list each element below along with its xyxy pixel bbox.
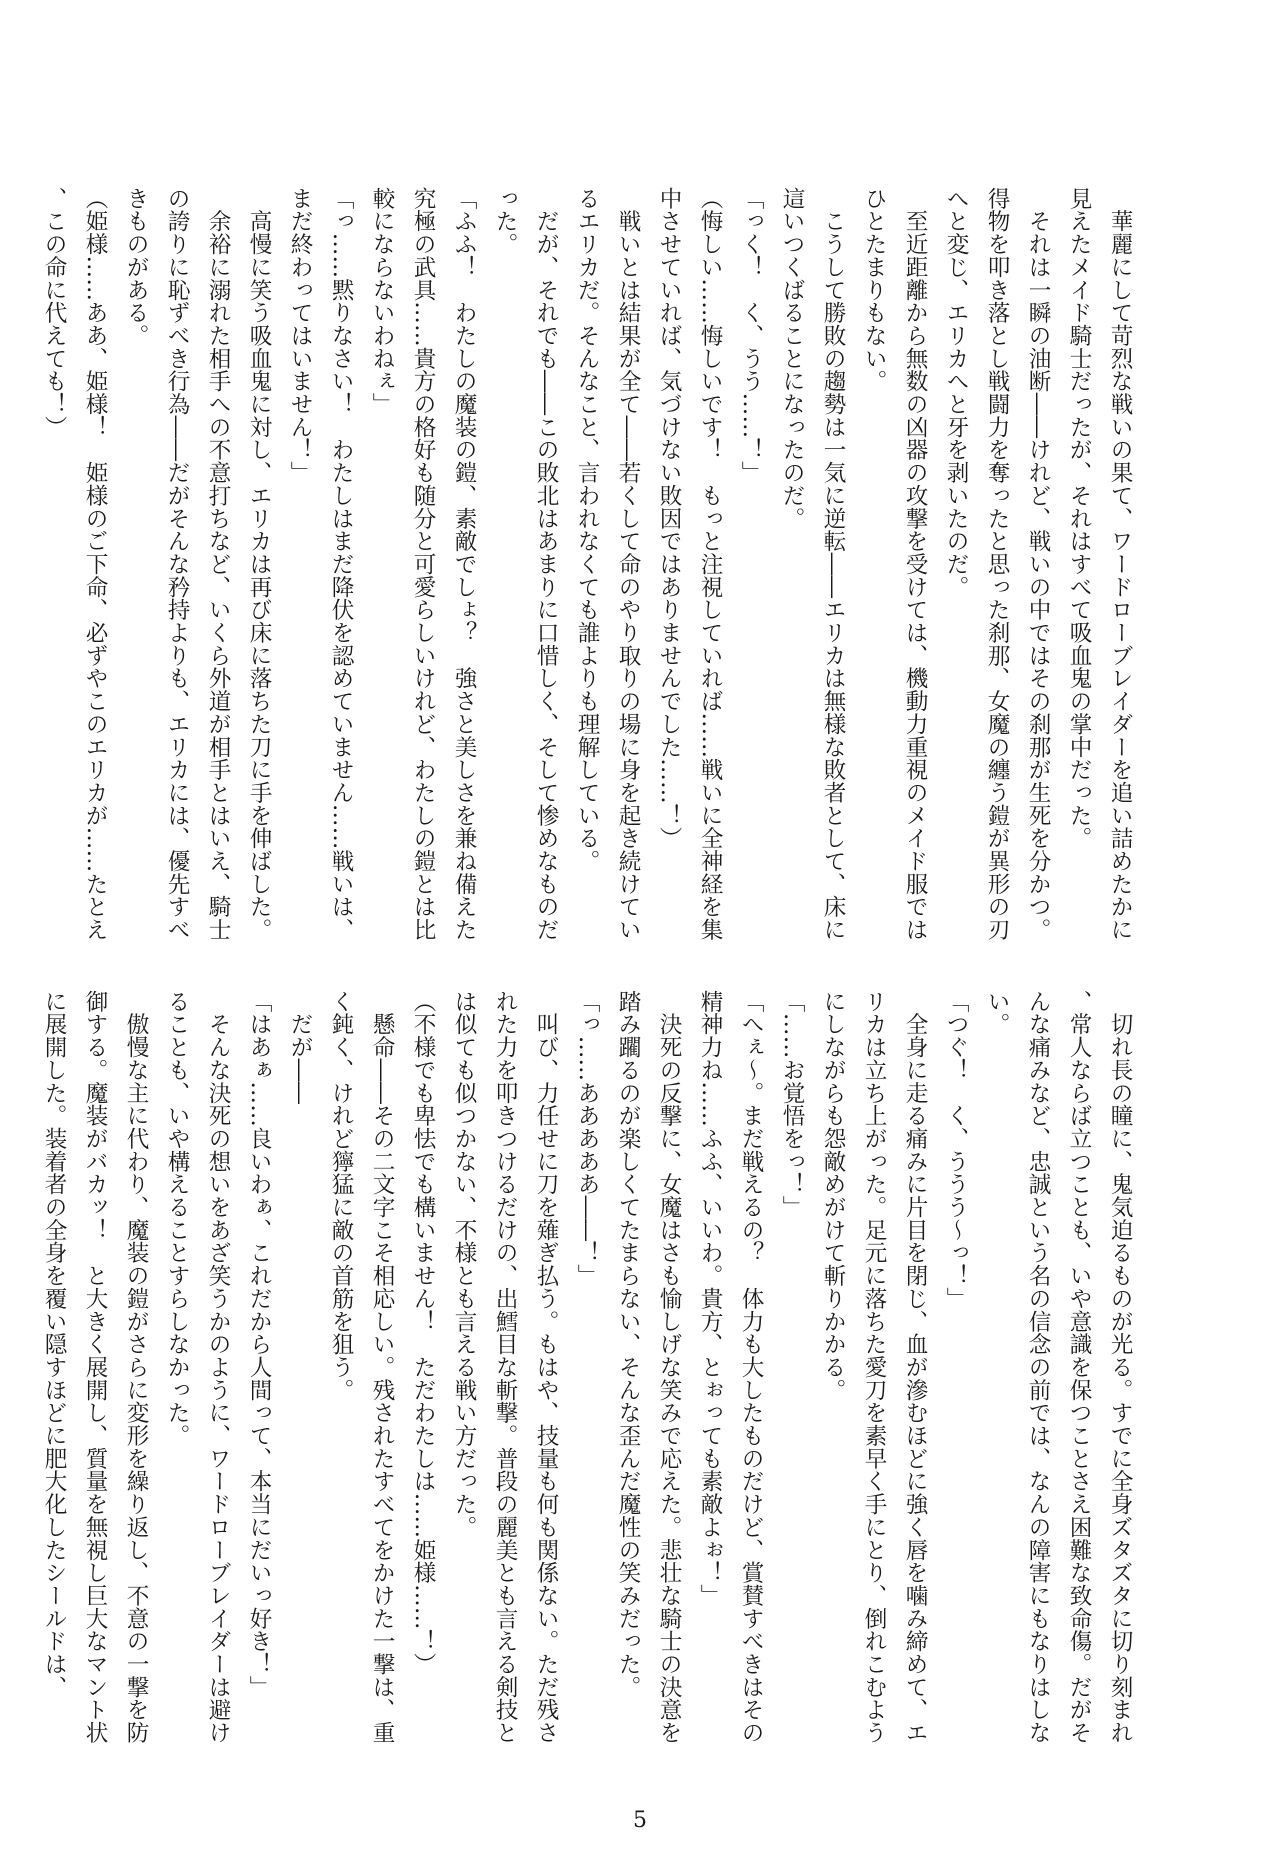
paragraph: 華麗にして苛烈な戦いの果て、ワードローブレイダーを追い詰めたかに見えたメイド騎士だったが、それはすべて吸血鬼の掌中だった。 — [1066, 187, 1133, 942]
paragraph: 戦いとは結果が全て――若くして命のやり取りの場に身を起き続けているエリカだ。そんなこと、言われなくても誰よりも理解している。 — [574, 187, 641, 942]
paragraph: だが、それでも――この敗北はあまりに口惜しく、そして惨めなものだった。 — [492, 187, 559, 942]
lower-text-block — [41, 990, 1140, 1750]
inner-monologue: （不様でも卑怯でも構いません！ ただわたしは……姫様……！） — [410, 990, 436, 1676]
paragraph: それは一瞬の油断――けれど、戦いの中ではその刹那が生死を分かつ。得物を叩き落とし戦闘力を奪ったと思った刹那、女魔の纏う鎧が異形の刃へと変じ、エリカへと牙を剥いたのだ。 — [943, 187, 1051, 942]
dialogue-line: 「へぇ～。まだ戦えるの？ 体力も大したものだけど、賞賛すべきはその精神力ね……ふふ、いいわ。貴方、とぉっても素敵よぉ！」 — [697, 990, 764, 1745]
dialogue-line: 「……お覚悟をっ！」 — [779, 990, 805, 1219]
dialogue-line: 「はあぁ……良いわぁ、これだから人間って、本当にだいっ好き！」 — [246, 990, 272, 1699]
dialogue-line: 「っ……黙りなさい！ わたしはまだ降伏を認めていません……戦いは、まだ終わってはいません！」 — [287, 187, 354, 942]
paragraph: 懸命――その二文字こそ相応しい。残されたすべてをかけた一撃は、重く鈍く、けれど獰猛に敵の首筋を狙う。 — [328, 990, 395, 1745]
paragraph: 全身に走る痛みに片目を閉じ、血が滲むほどに強く唇を噛み締めて、エリカは立ち上がった。足元に落ちた愛刀を素早く手にとり、倒れこむようにしながらも怨敵めがけて斬りかかる。 — [820, 990, 928, 1745]
page-number: 5 — [633, 1808, 647, 1833]
inner-monologue: （姫様……ああ、姫様！ 姫様のご下命、必ずやこのエリカが……たとえ、この命に代えても！） — [41, 187, 108, 942]
paragraph: 切れ長の瞳に、鬼気迫るものが光る。すでに全身ズタズタに切り刻まれ、常人ならば立つことも、いや意識を保つことさえ困難な致命傷。だがそんな痛みなど、忠誠という名の信念の前では、なんの障害にもなりはしない。 — [984, 990, 1133, 1745]
paragraph: こうして勝敗の趨勢は一気に逆転――エリカは無様な敗者として、床に這いつくばることになったのだ。 — [779, 187, 846, 942]
upper-text-block — [41, 187, 1140, 949]
dialogue-line: 「ふふ！ わたしの魔装の鎧、素敵でしょ？ 強さと美しさを兼ね備えた究極の武具……貴方の格好も随分と可愛らしいけれど、わたしの鎧とは比較にならないわねぇ」 — [369, 187, 477, 942]
dialogue-line: 「っ……あああああ――！」 — [574, 990, 600, 1288]
paragraph: 至近距離から無数の凶器の攻撃を受けては、機動力重視のメイド服ではひとたまりもない。 — [861, 187, 928, 942]
inner-monologue: （悔しい……悔しいです！ もっと注視していれば……戦いに全神経を集中させていれば、気づけない敗因ではありませんでした……！） — [656, 187, 723, 942]
paragraph: 余裕に溺れた相手への不意打ちなど、いくら外道が相手とはいえ、騎士の誇りに恥ずべき行為――だがそんな矜持よりも、エリカには、優先すべきものがある。 — [123, 187, 231, 942]
dialogue-line: 「つぐ！ く、ううう～っ！」 — [943, 990, 969, 1310]
paragraph: 叫び、力任せに刀を薙ぎ払う。もはや、技量も何も関係ない。ただ残された力を叩きつけるだけの、出鱈目な斬撃。普段の麗美とも言える剣技とは似ても似つかない、不様とも言える戦い方だった。 — [451, 990, 559, 1745]
dialogue-line: 「っく！ く、うう……！」 — [738, 187, 764, 485]
paragraph: そんな決死の想いをあざ笑うかのように、ワードローブレイダーは避けることも、いや構えることすらしなかった。 — [164, 990, 231, 1745]
paragraph: 高慢に笑う吸血鬼に対し、エリカは再び床に落ちた刀に手を伸ばした。 — [246, 187, 272, 942]
paragraph: 傲慢な主に代わり、魔装の鎧がさらに変形を繰り返し、不意の一撃を防御する。魔装がバカッ！ と大きく展開し、質量を無視し巨大なマント状に展開した。装着者の全身を覆い隠すほどに肥大化したシールドは、 — [41, 990, 149, 1745]
paragraph: だが―― — [287, 990, 313, 1105]
paragraph: 決死の反撃に、女魔はさも愉しげな笑みで応えた。悲壮な騎士の決意を踏み躙るのが楽しくてたまらない、そんな歪んだ魔性の笑みだった。 — [615, 990, 682, 1745]
